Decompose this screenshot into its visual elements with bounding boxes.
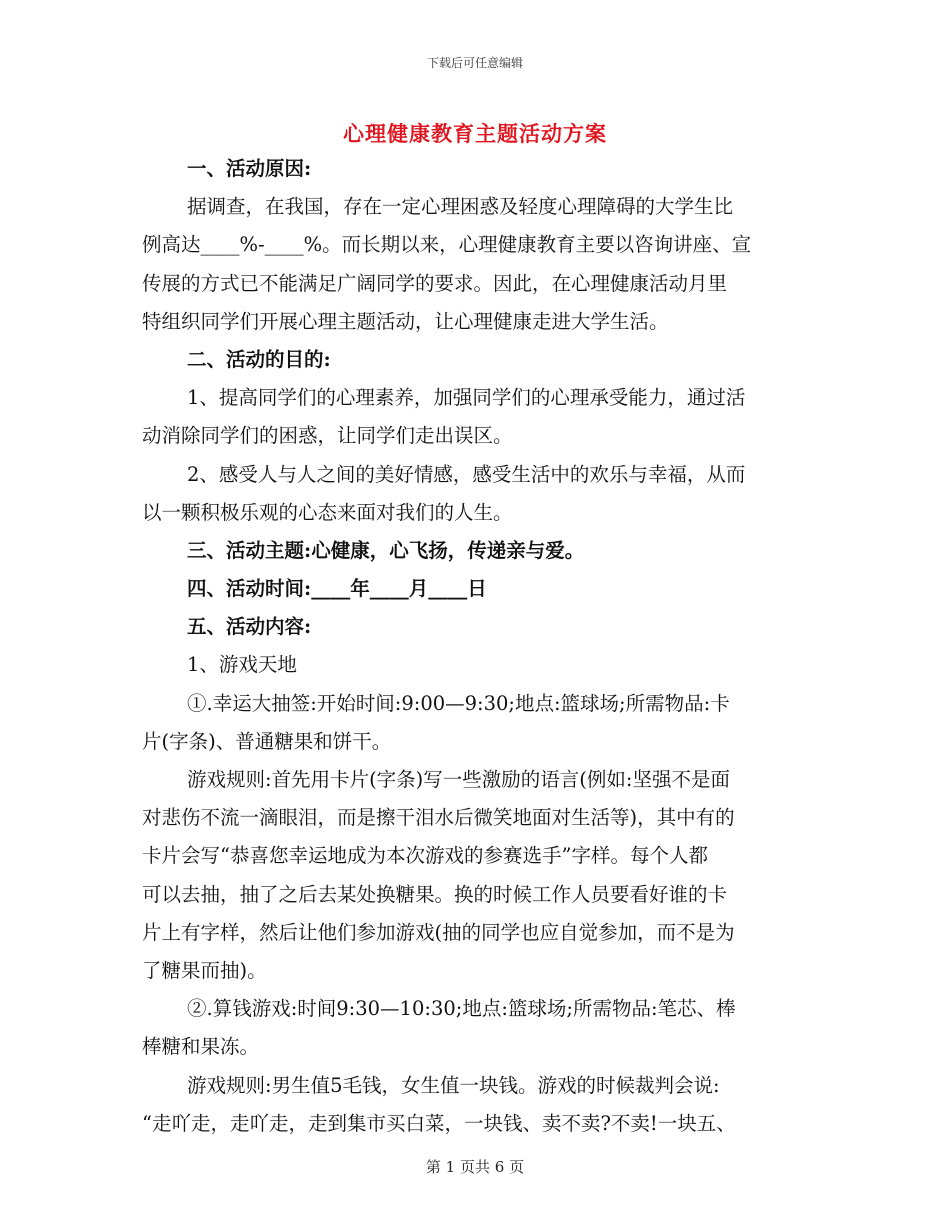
- section-heading: 五、活动内容:: [187, 615, 312, 639]
- paragraph-line: 1、提高同学们的心理素养，加强同学们的心理承受能力，通过活: [187, 386, 746, 410]
- section-heading: 一、活动原因:: [187, 157, 312, 180]
- document-body: [142, 150, 810, 1143]
- paragraph-line: 游戏规则:男生值5毛钱，女生值一块钱。游戏的时候裁判会说:: [187, 1073, 720, 1097]
- paragraph-line: 1、游戏天地: [187, 653, 297, 677]
- paragraph-line: ②.算钱游戏:时间9:30—10:30;地点:篮球场;所需物品:笔芯、棒: [187, 997, 736, 1021]
- page-footer: 第 1 页共 6 页: [425, 1158, 525, 1176]
- paragraph-line: “走吖走，走吖走，走到集市买白菜，一块钱、卖不卖?不卖!一块五、: [142, 1111, 736, 1135]
- paragraph-line: 例高达____%-____%。而长期以来，心理健康教育主要以咨询讲座、宣: [142, 233, 752, 257]
- page-header: 下载后可任意编辑: [426, 56, 523, 70]
- paragraph-line: 动消除同学们的困惑，让同学们走出误区。: [142, 424, 513, 448]
- paragraph-line: 片上有字样，然后让他们参加游戏(抽的同学也应自觉参加，而不是为: [142, 920, 735, 944]
- paragraph-line: ①.幸运大抽签:开始时间:9:00—9:30;地点:篮球场;所需物品:卡: [187, 691, 730, 715]
- paragraph-line: 游戏规则:首先用卡片(字条)写一些激励的语言(例如:坚强不是面: [187, 768, 730, 791]
- section-heading: 二、活动的目的:: [187, 347, 331, 371]
- section-heading: 三、活动主题:心健康，心飞扬，传递亲与爱。: [187, 538, 585, 562]
- paragraph-line: 据调查，在我国，存在一定心理困惑及轻度心理障碍的大学生比: [187, 195, 734, 219]
- paragraph-line: 以一颗积极乐观的心态来面对我们的人生。: [142, 500, 513, 524]
- paragraph-line: 对悲伤不流一滴眼泪，而是擦干泪水后微笑地面对生活等)，其中有的: [142, 806, 735, 830]
- paragraph-line: 传展的方式已不能满足广阔同学的要求。因此，在心理健康活动月里: [142, 271, 728, 295]
- paragraph-line: 了糖果而抽)。: [142, 958, 267, 982]
- paragraph-line: 特组织同学们开展心理主题活动，让心理健康走进大学生活。: [142, 309, 669, 333]
- section-heading: 四、活动时间:____年____月____日: [187, 577, 487, 601]
- paragraph-line: 可以去抽，抽了之后去某处换糖果。换的时候工作人员要看好谁的卡: [142, 882, 728, 906]
- document-title: 心理健康教育主题活动方案: [343, 121, 607, 146]
- paragraph-line: 卡片会写“恭喜您幸运地成为本次游戏的参赛选手”字样。每个人都: [142, 844, 708, 868]
- paragraph-line: 片(字条)、普通糖果和饼干。: [142, 729, 392, 753]
- paragraph-line: 2、感受人与人之间的美好情感，感受生活中的欢乐与幸福，从而: [187, 462, 746, 486]
- paragraph-line: 棒糖和果冻。: [142, 1035, 260, 1059]
